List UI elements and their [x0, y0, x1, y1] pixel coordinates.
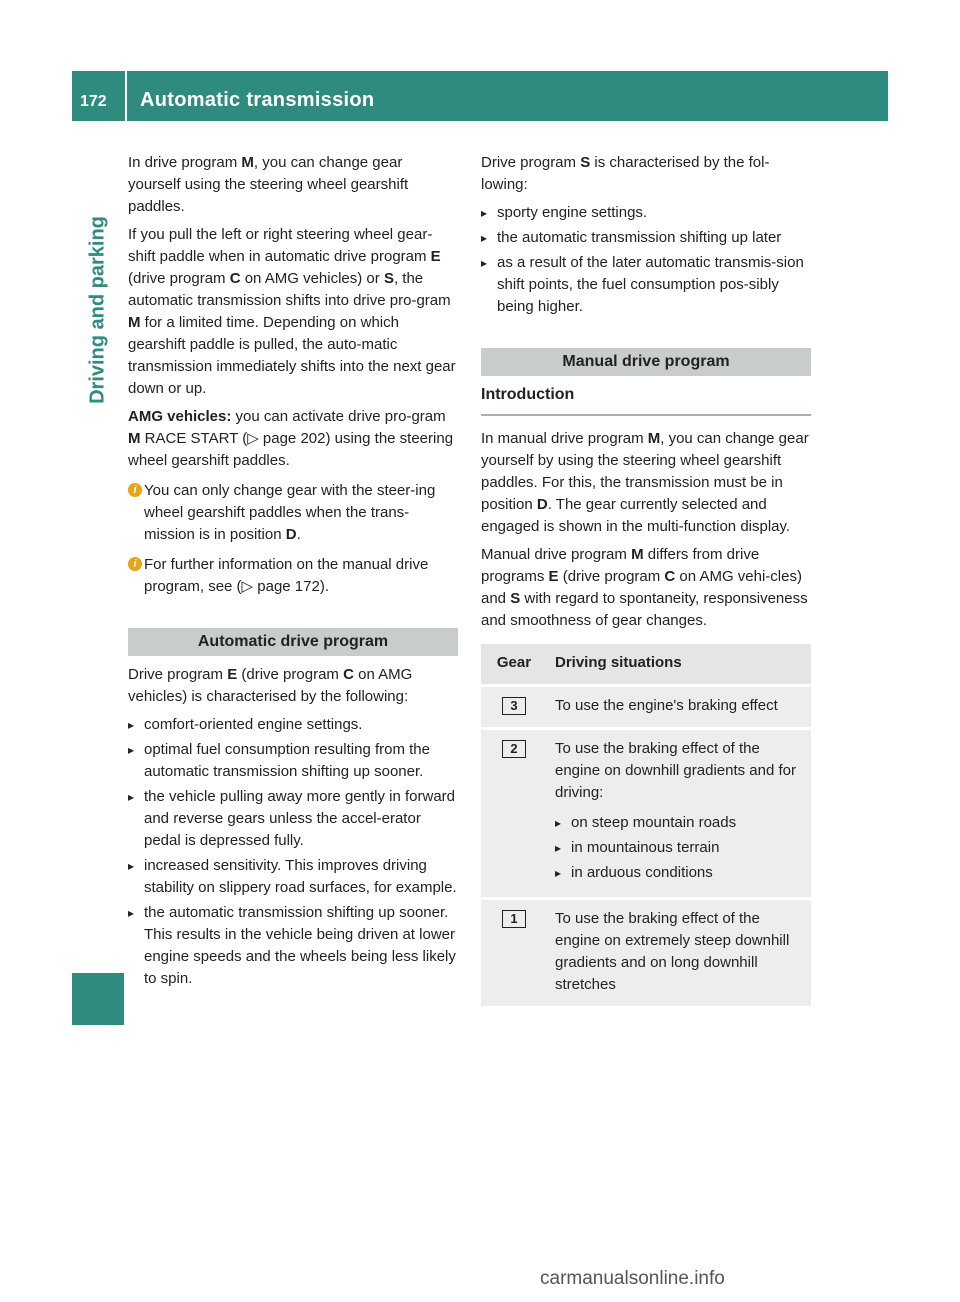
header-divider	[125, 71, 127, 121]
list-item: ▸ optimal fuel consumption resulting from the automatic transmission shifting up sooner.	[128, 739, 458, 783]
table-row	[481, 686, 811, 729]
paragraph: In drive program M, you can change gear yourself using the steering wheel gearshift paddles.	[128, 154, 409, 215]
gear-3-icon: 3	[502, 697, 526, 715]
table-row	[481, 729, 811, 899]
list-item: ▸ in mountainous terrain	[555, 837, 803, 859]
list-item: ▸ comfort-oriented engine settings.	[128, 714, 458, 736]
section-heading: Automatic drive program	[128, 628, 458, 656]
side-tab-label: Driving and parking	[86, 216, 109, 404]
section-heading: Manual drive program	[481, 348, 811, 376]
side-tab-block	[72, 973, 124, 1025]
column-header-gear: Gear	[481, 644, 547, 686]
paragraph: Drive program E (drive program C on AMG vehicles) is characterised by the following:	[128, 666, 413, 705]
table-header-row	[481, 644, 811, 686]
list-item: ▸ as a result of the later automatic transmis-sion shift points, the fuel consumption pos-sibly being higher.	[481, 252, 811, 318]
list-item: ▸ the automatic transmission shifting up later	[481, 227, 811, 249]
left-column	[128, 152, 458, 996]
watermark-link[interactable]: carmanualsonline.info	[540, 1268, 725, 1289]
gear-2-icon: 2	[502, 740, 526, 758]
gear-1-icon: 1	[502, 910, 526, 928]
list-item: ▸ sporty engine settings.	[481, 202, 811, 224]
list-item: ▸ on steep mountain roads	[555, 812, 803, 834]
table-cell: To use the braking effect of the engine on downhill gradients and for driving: ▸ on steep mountain roads ▸ in mountainous terrain ▸ in arduous conditions	[547, 729, 811, 899]
list-item: ▸ the automatic transmission shifting up sooner. This results in the vehicle being driven at lower engine speeds and the wheels being less likely to spin.	[128, 902, 458, 990]
table-cell: To use the engine's braking effect	[547, 686, 811, 729]
page-number: 172	[80, 93, 107, 110]
bullet-list	[128, 714, 458, 990]
gear-table	[481, 644, 811, 1006]
table-row	[481, 899, 811, 1007]
table-cell: To use the braking effect of the engine on extremely steep downhill gradients and on long downhill stretches	[547, 899, 811, 1007]
list-item: ▸ the vehicle pulling away more gently in forward and reverse gears unless the accel-erator pedal is depressed fully.	[128, 786, 458, 852]
paragraph: AMG vehicles: you can activate drive pro-gram M RACE START (▷ page 202) using the steering wheel gearshift paddles.	[128, 408, 454, 469]
right-column	[481, 152, 811, 1006]
info-note: i For further information on the manual drive program, see (▷ page 172).	[128, 554, 458, 598]
list-item: ▸ in arduous conditions	[555, 862, 803, 884]
list-item: ▸ increased sensitivity. This improves driving stability on slippery road surfaces, for example.	[128, 855, 458, 899]
page-ref-arrow-icon: ▷	[241, 578, 254, 595]
info-icon: i	[128, 483, 142, 497]
bullet-list	[481, 202, 811, 318]
page-title: Automatic transmission	[140, 89, 375, 111]
paragraph: Manual drive program M differs from drive programs E (drive program C on AMG vehi-cles) and S with regard to spontaneity, responsiveness and smoothness of gear changes.	[481, 546, 808, 629]
info-note: i You can only change gear with the steer-ing wheel gearshift paddles when the trans-mission is in position D.	[128, 480, 458, 546]
paragraph: If you pull the left or right steering wheel gear-shift paddle when in automatic drive program E (drive program C on AMG vehicles) or S, the automatic transmission shifts into drive pro-gram M for a limited time. Depending on which gearshift paddle is pulled, the auto-matic transmission immediately shifts into the next gear down or up.	[128, 226, 456, 397]
sub-heading: Introduction	[481, 384, 811, 416]
page-ref-arrow-icon: ▷	[247, 430, 259, 447]
column-header-situations: Driving situations	[547, 644, 811, 686]
paragraph: Drive program S is characterised by the fol-lowing:	[481, 154, 770, 193]
paragraph: In manual drive program M, you can change gear yourself by using the steering wheel gearshift paddles. For this, the transmission must be in position D. The gear currently selected and engaged is shown in the multi-function display.	[481, 430, 809, 535]
bullet-list	[555, 812, 803, 884]
info-icon: i	[128, 557, 142, 571]
